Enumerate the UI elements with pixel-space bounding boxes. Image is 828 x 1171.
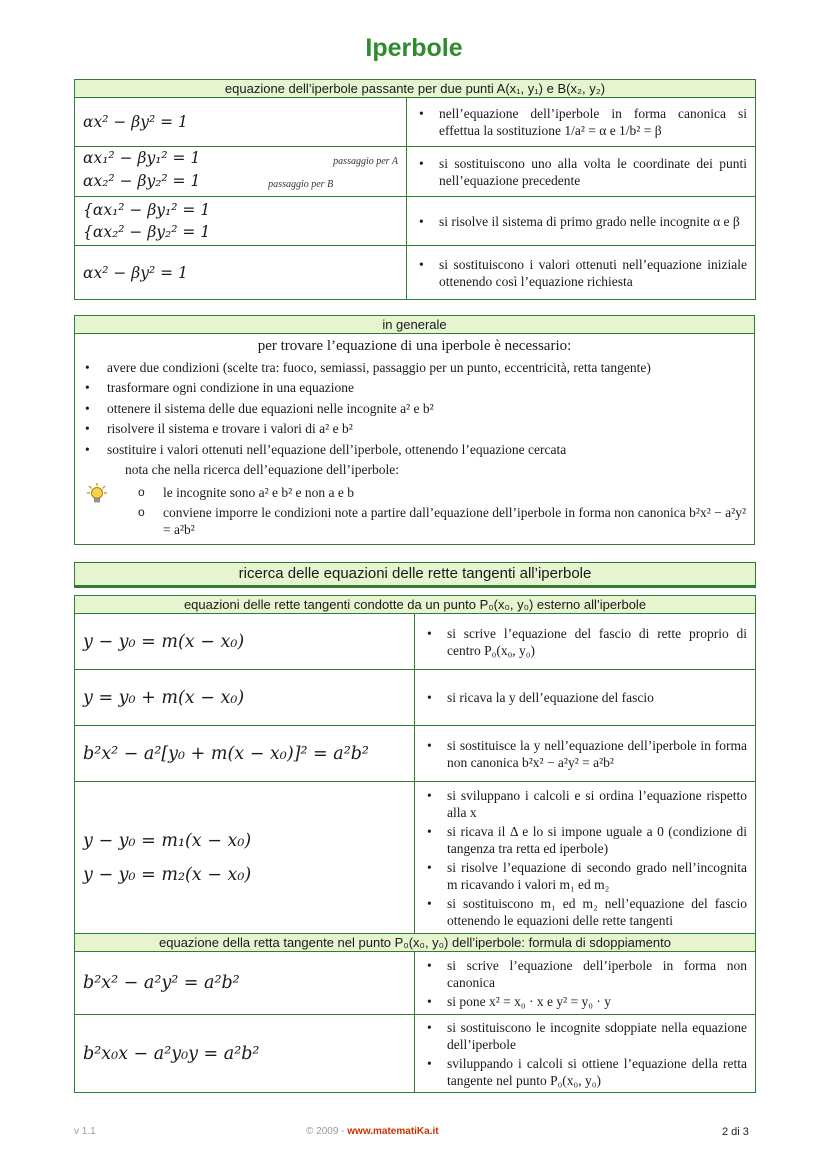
general-header: in generale <box>75 316 755 334</box>
description: • nell’equazione dell’iperbole in forma canonica si effettua la sostituzione 1/a² = α e 1/b² = β <box>439 105 747 139</box>
note-b: passaggio per B <box>268 179 334 190</box>
formula: b²x² − a²[y₀ + m(x − x₀)]² = a²b² <box>83 743 369 764</box>
tangents-table <box>74 595 756 1093</box>
section-title: ricerca delle equazioni delle rette tangenti all’iperbole <box>74 562 756 588</box>
description: • si sostituiscono uno alla volta le coordinate dei punti nell’equazione precedente <box>439 155 747 189</box>
description: • si risolve l’equazione di secondo grado nell’incognita m ricavando i valori m₁ ed m₂ <box>447 859 747 893</box>
sub-item: o conviene imporre le condizioni note a partire dall’equazione dell’iperbole in forma non canonica b²x² − a²y² = a²b² <box>163 504 746 538</box>
formula: αx² − βy² = 1 <box>83 113 188 131</box>
description: • si sostituiscono le incognite sdoppiate nella equazione dell’iperbole <box>447 1019 747 1053</box>
sub-item: o le incognite sono a² e b² e non a e b <box>163 484 746 501</box>
general-table <box>74 315 755 545</box>
external-header: equazioni delle rette tangenti condotte da un punto P₀(x₀, y₀) esterno all’iperbole <box>75 596 756 614</box>
list-item: • ottenere il sistema delle due equazioni nelle incognite a² e b² <box>107 399 746 420</box>
note-a: passaggio per A <box>333 156 398 167</box>
two-points-header: equazione dell’iperbole passante per due punti A(x₁, y₁) e B(x₂, y₂) <box>75 80 756 98</box>
lightbulb-icon <box>86 482 108 504</box>
formula: y − y₀ = m(x − x₀) <box>83 631 245 652</box>
formula: y − y₀ = m₂(x − x₀) <box>83 864 252 885</box>
formula: y = y₀ + m(x − x₀) <box>83 687 245 708</box>
description: • sviluppando i calcoli si ottiene l’equazione della retta tangente nel punto P₀(x₀, y₀) <box>447 1055 747 1089</box>
page-number: 2 di 3 <box>722 1126 749 1138</box>
description: • si scrive l’equazione dell’iperbole in forma non canonica <box>447 957 747 991</box>
list-item: • sostituire i valori ottenuti nell’equazione dell’iperbole, ottenendo l’equazione cercata <box>107 440 746 461</box>
description: • si risolve il sistema di primo grado nelle incognite α e β <box>439 213 747 230</box>
description: • si sostituiscono i valori ottenuti nell’equazione iniziale ottenendo così l’equazione richiesta <box>439 256 747 290</box>
description: • si pone x² = x₀ · x e y² = y₀ · y <box>447 993 747 1010</box>
site-link[interactable]: www.matematiKa.it <box>347 1126 439 1137</box>
description: • si scrive l’equazione del fascio di rette proprio di centro P₀(x₀, y₀) <box>447 625 747 659</box>
formula: b²x₀x − a²y₀y = a²b² <box>83 1043 260 1064</box>
description: • si ricava il Δ e lo si impone uguale a 0 (condizione di tangenza tra retta ed iperbole) <box>447 823 747 857</box>
formula: {αx₂² − βy₂² = 1 <box>83 223 211 241</box>
general-intro: per trovare l’equazione di una iperbole è necessario: <box>257 338 572 354</box>
two-points-table <box>74 79 756 300</box>
list-item: • avere due condizioni (scelte tra: fuoco, semiassi, passaggio per un punto, eccentricità, retta tangente) <box>107 358 746 379</box>
formula: αx² − βy² = 1 <box>83 263 188 282</box>
footer-copyright: © 2009 - www.matematiKa.it <box>306 1126 439 1137</box>
description: • si sostituisce la y nell’equazione dell’iperbole in forma non canonica b²x² − a²y² = a²b² <box>447 737 747 771</box>
footer-version: v 1.1 <box>74 1126 96 1137</box>
list-item: • trasformare ogni condizione in una equazione <box>107 378 746 399</box>
page-title: Iperbole <box>365 34 463 62</box>
formula: {αx₁² − βy₁² = 1 <box>83 201 211 219</box>
formula: b²x² − a²y² = a²b² <box>83 973 240 993</box>
description: • si sviluppano i calcoli e si ordina l’equazione rispetto alla x <box>447 787 747 821</box>
formula: αx₂² − βy₂² = 1 <box>83 172 201 190</box>
general-note: nota che nella ricerca dell’equazione dell’iperbole: <box>125 462 399 477</box>
description: • si sostituiscono m₁ ed m₂ nell’equazione del fascio ottenendo le equazioni delle rette tangenti <box>447 895 747 929</box>
formula: y − y₀ = m₁(x − x₀) <box>83 830 252 851</box>
formula: αx₁² − βy₁² = 1 <box>83 149 201 167</box>
point-header: equazione della retta tangente nel punto P₀(x₀, y₀) dell’iperbole: formula di sdoppiamento <box>75 934 756 952</box>
list-item: • risolvere il sistema e trovare i valori di a² e b² <box>107 419 746 440</box>
description: • si ricava la y dell’equazione del fascio <box>447 689 747 706</box>
